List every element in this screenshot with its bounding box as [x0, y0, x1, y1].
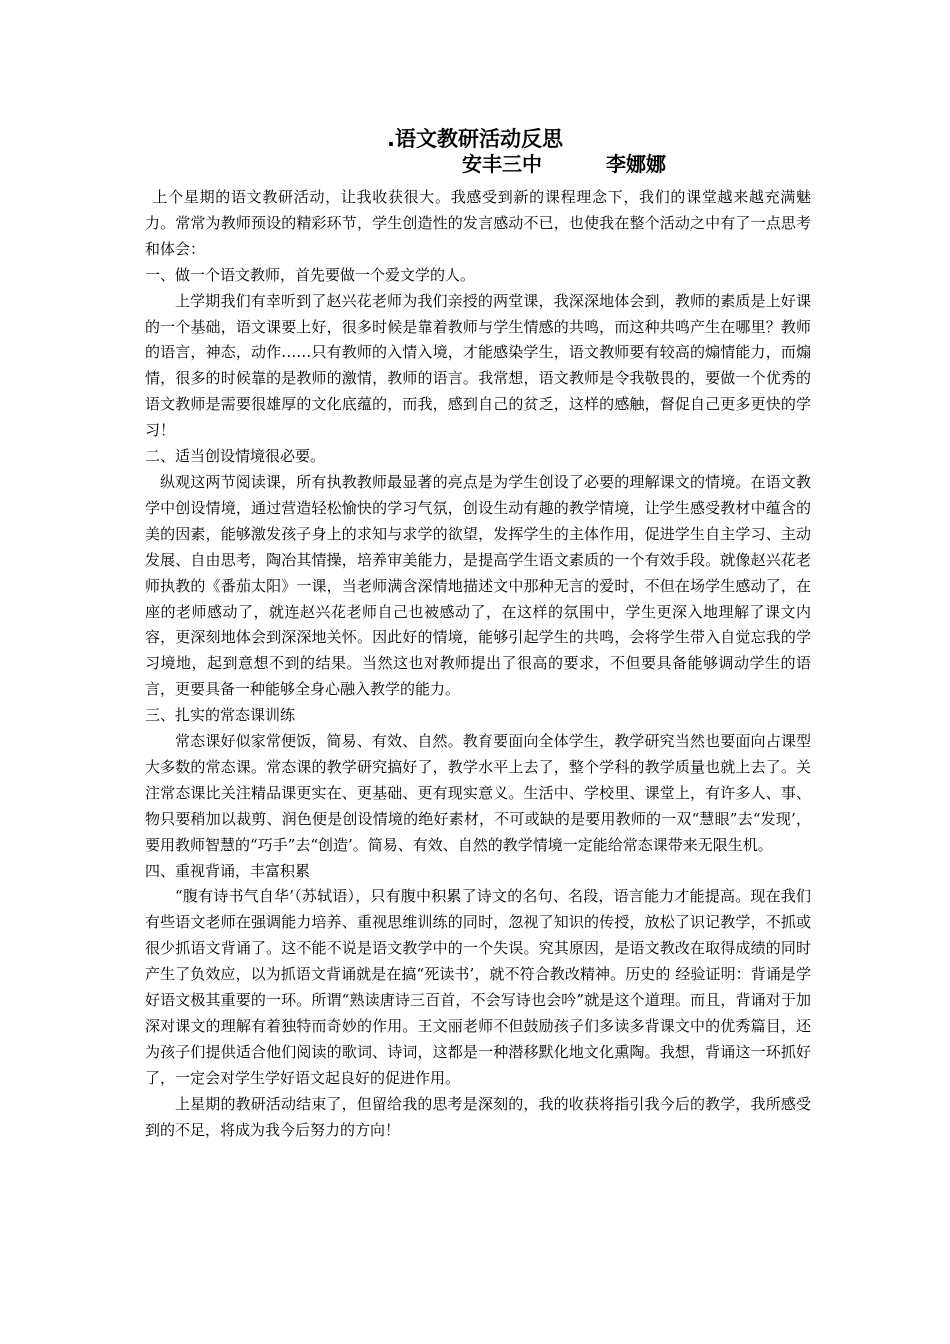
section-heading-4: 四、重视背诵，丰富积累: [145, 861, 311, 880]
section-heading-1: 一、做一个语文教师，首先要做一个爱文学的人。: [145, 265, 476, 284]
section-body-2: 纵观这两节阅读课，所有执教教师最显著的亮点是为学生创设了必要的理解课文的情境。在语文教学中创设情境，通过营造轻松愉快的学习气氛，创设生动有趣的教学情境，让学生感受教材中蕴含的美的因素，能够激发孩子身上的求知与求学的欲望，发挥学生的主体作用，促进学生自主学习、主动发展、自由思考，陶冶其情操，培养审美能力，是提高学生语文素质的一个有效手段。就像赵兴花老师执教的《番茄太阳》一课，当老师满含深情地描述文中那种无言的爱时，不但在场学生感动了，在座的老师感动了，就连赵兴花老师自己也被感动了，在这样的氛围中，学生更深入地理解了课文内容，更深刻地体会到深深地关怀。因此好的情境，能够引起学生的共鸣，会将学生带入自觉忘我的学习境地，起到意想不到的结果。当然这也对教师提出了很高的要求，不但要具备能够调动学生的语言，更要具备一种能够全身心融入教学的能力。: [145, 472, 811, 699]
section-body-3: 常态课好似家常便饭，简易、有效、自然。教育要面向全体学生，教学研究当然也要面向占课型大多数的常态课。常态课的教学研究搞好了，教学水平上去了，整个学科的教学质量也就上去了。关注常态课比关注精品课更实在、更基础、更有现实意义。生活中、学校里、课堂上，有许多人、事、物只要稍加以裁剪、润色便是创设情境的绝好素材，不可或缺的是要用教师的一双“慧眼”去“发现’，要用教师智慧的“巧手”去“创造’。简易、有效、自然的教学情境一定能给常态课带来无限生机。: [145, 732, 811, 854]
author-name: 李娜娜: [606, 152, 666, 176]
school-name: 安丰三中: [462, 152, 542, 176]
document-title: .语文教研活动反思: [387, 127, 563, 151]
intro-paragraph: 上个星期的语文教研活动，让我收获很大。我感受到新的课程理念下，我们的课堂越来越充满魅力。常常为教师预设的精彩环节，学生创造性的发言感动不已，也使我在整个活动之中有了一点思考和体会：: [145, 188, 811, 258]
byline: [462, 150, 666, 178]
closing-paragraph: 上星期的教研活动结束了，但留给我的思考是深刻的，我的收获将指引我今后的教学，我所感受到的不足，将成为我今后努力的方向！: [145, 1094, 811, 1139]
section-heading-3: 三、扎实的常态课训练: [145, 706, 296, 725]
section-heading-2: 二、适当创设情境很必要。: [145, 447, 326, 466]
document-body: [145, 185, 811, 1144]
section-body-1: 上学期我们有幸听到了赵兴花老师为我们亲授的两堂课，我深深地体会到，教师的素质是上好课的一个基础，语文课要上好，很多时候是靠着教师与学生情感的共鸣，而这种共鸣产生在哪里？教师的语言，神态，动作……只有教师的入情入境，才能感染学生，语文教师要有较高的煽情能力，而煽情，很多的时候靠的是教师的激情，教师的语言。我常想，语文教师是令我敬畏的，要做一个优秀的语文教师是需要很雄厚的文化底蕴的，而我，感到自己的贫乏，这样的感触，督促自己更多更快的学习！: [145, 291, 811, 440]
section-body-4: “腹有诗书气自华’（苏轼语），只有腹中积累了诗文的名句、名段，语言能力才能提高。现在我们有些语文老师在强调能力培养、重视思维训练的同时，忽视了知识的传授，放松了识记教学，不抓或很少抓语文背诵了。这不能不说是语文教学中的一个失误。究其原因，是语文教改在取得成绩的同时产生了负效应，以为抓语文背诵就是在搞“死读书’，就不符合教改精神。历史的 经验证明：背诵是学好语文极其重要的一环。所谓“熟读唐诗三百首，不会写诗也会吟”就是这个道理。而且，背诵对于加深对课文的理解有着独特而奇妙的作用。王文丽老师不但鼓励孩子们多读多背课文中的优秀篇目，还为孩子们提供适合他们阅读的歌词、诗词，这都是一种潜移默化地文化熏陶。我想，背诵这一环抓好了，一定会对学生学好语文起良好的促进作用。: [145, 887, 811, 1087]
